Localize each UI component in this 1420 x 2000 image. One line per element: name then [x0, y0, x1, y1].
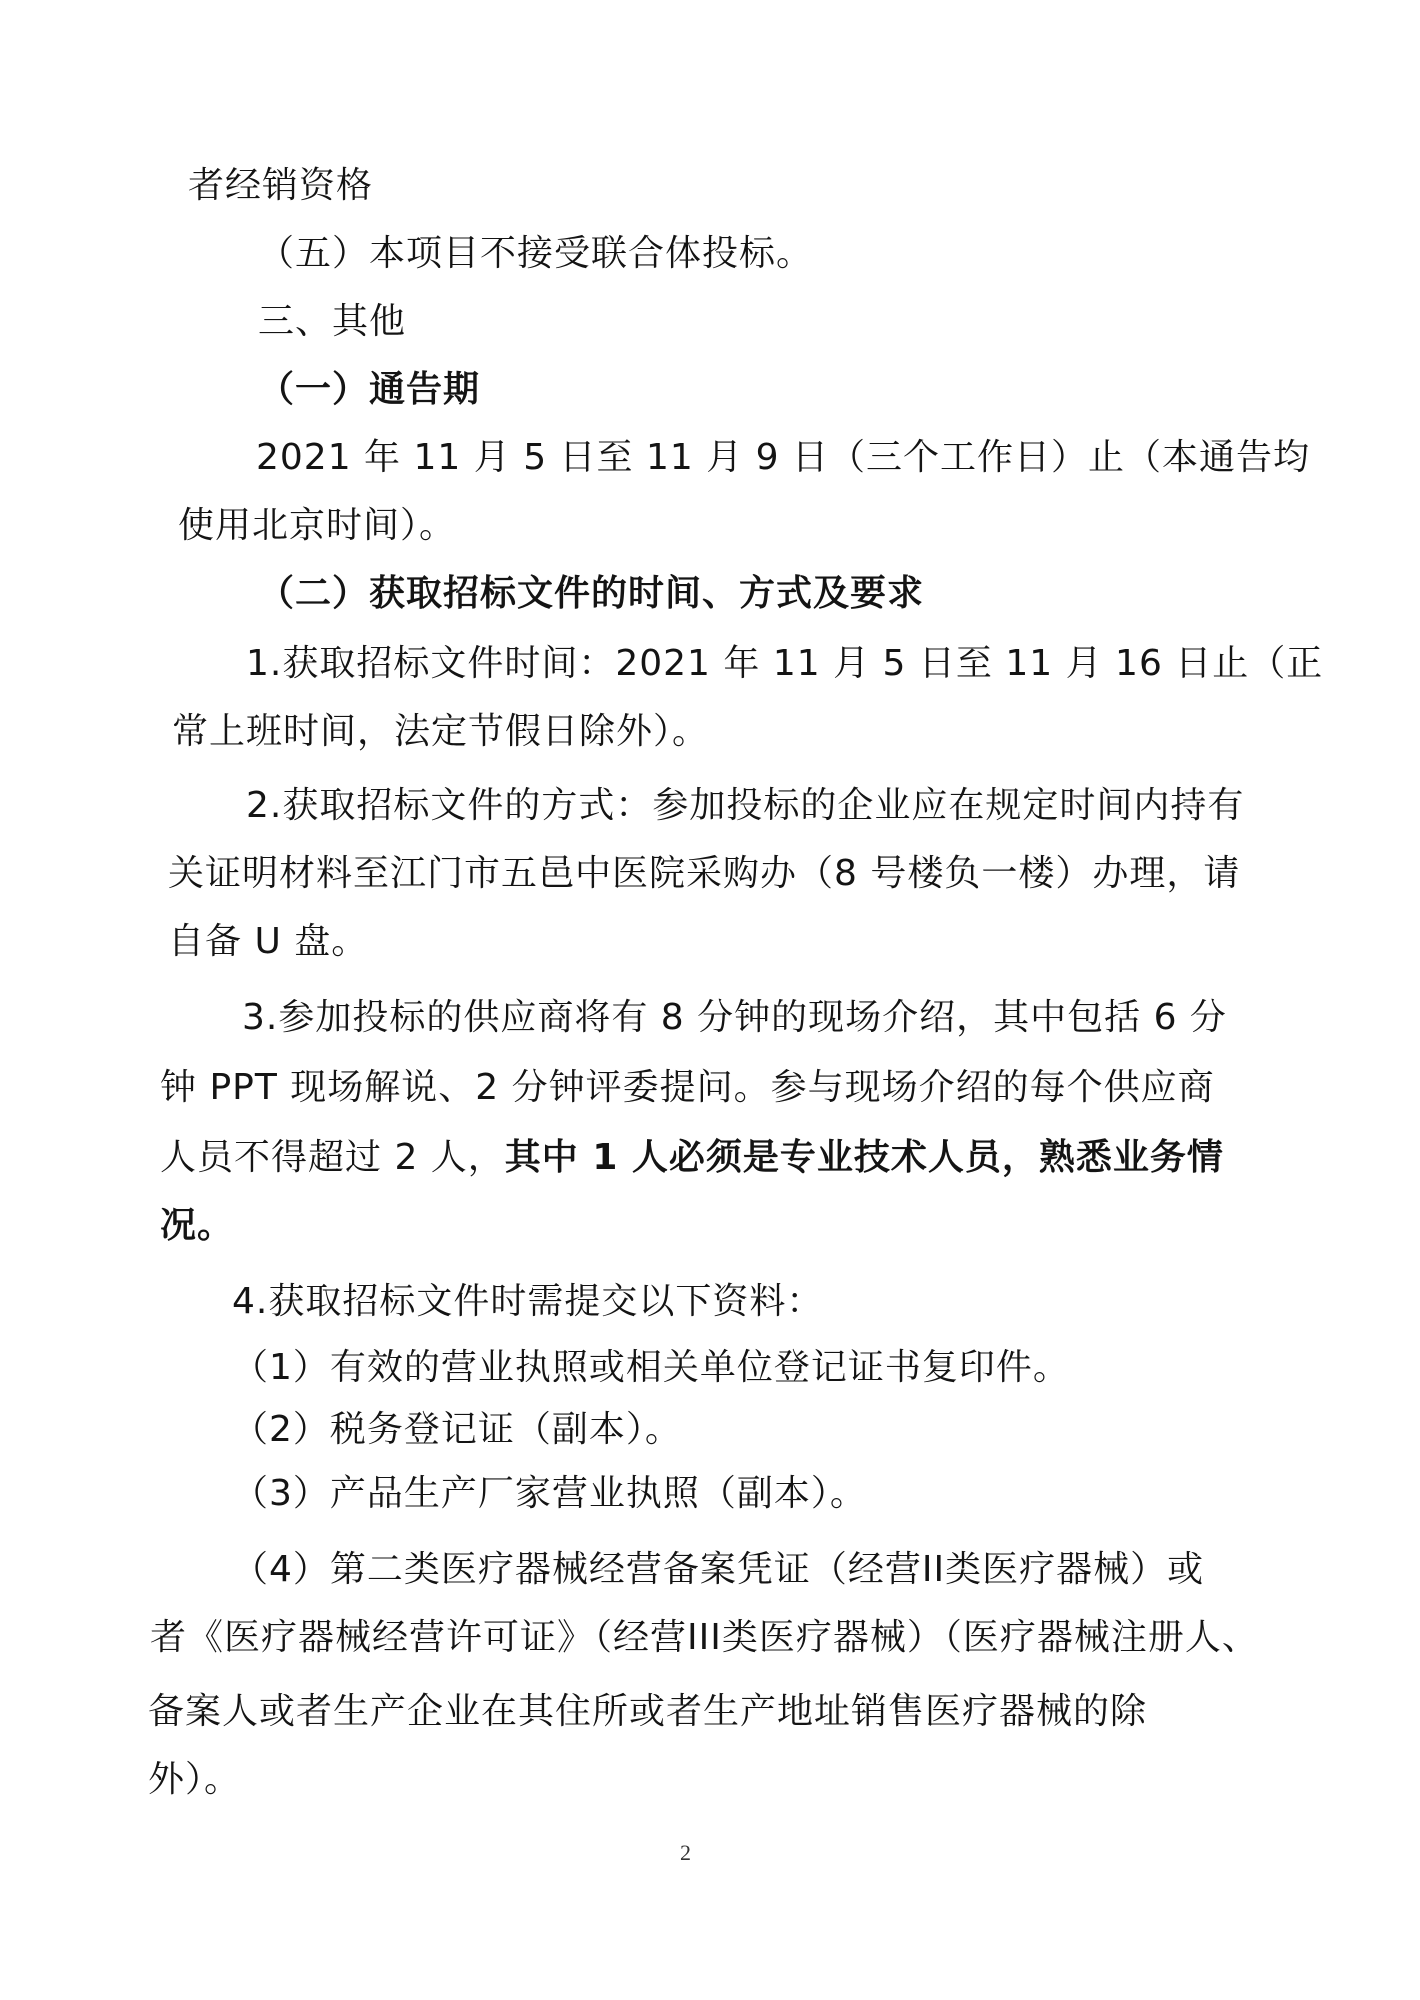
- text-line: 备案人或者生产企业在其住所或者生产地址销售医疗器械的除: [148, 1691, 1148, 1732]
- text-line: 2.获取招标文件的方式：参加投标的企业应在规定时间内持有: [246, 785, 1245, 826]
- list-item: （2）税务登记证（副本）。: [232, 1409, 682, 1450]
- text-segment: 人员不得超过 2 人，: [160, 1137, 505, 1178]
- text-line: 使用北京时间）。: [178, 505, 457, 546]
- text-line: 钟 PPT 现场解说、2 分钟评委提问。参与现场介绍的每个供应商: [160, 1067, 1215, 1108]
- text-line: 2021 年 11 月 5 日至 11 月 9 日（三个工作日）止（本通告均: [256, 437, 1311, 478]
- text-line: 关证明材料至江门市五邑中医院采购办（8 号楼负一楼）办理，请: [168, 853, 1241, 894]
- text-line: 者《医疗器械经营许可证》（经营III类医疗器械）（医疗器械注册人、: [150, 1617, 1259, 1658]
- text-line: [160, 1132, 1224, 1184]
- list-item: （4）第二类医疗器械经营备案凭证（经营II类医疗器械）或: [232, 1549, 1205, 1590]
- list-item: （1）有效的营业执照或相关单位登记证书复印件。: [232, 1347, 1070, 1388]
- list-item: （3）产品生产厂家营业执照（副本）。: [232, 1473, 867, 1514]
- text-line: 者经销资格: [188, 165, 374, 206]
- text-segment-bold: 其中 1 人必须是专业技术人员，熟悉业务情: [504, 1137, 1224, 1178]
- subheading-tender-documents: （二）获取招标文件的时间、方式及要求: [258, 573, 925, 614]
- section-heading-other: 三、其他: [258, 301, 407, 342]
- text-line: 况。: [160, 1205, 235, 1246]
- subheading-notice-period: （一）通告期: [258, 369, 481, 410]
- text-line: 自备 U 盘。: [168, 921, 369, 962]
- clause-five: （五）本项目不接受联合体投标。: [258, 233, 814, 274]
- text-line: 常上班时间，法定节假日除外）。: [172, 711, 710, 752]
- page-number: 2: [680, 1840, 691, 1865]
- text-line: 外）。: [148, 1759, 242, 1800]
- text-line: 3.参加投标的供应商将有 8 分钟的现场介绍，其中包括 6 分: [242, 997, 1227, 1038]
- text-line: 4.获取招标文件时需提交以下资料：: [232, 1281, 824, 1322]
- text-line: 1.获取招标文件时间：2021 年 11 月 5 日至 11 月 16 日止（正: [246, 643, 1324, 684]
